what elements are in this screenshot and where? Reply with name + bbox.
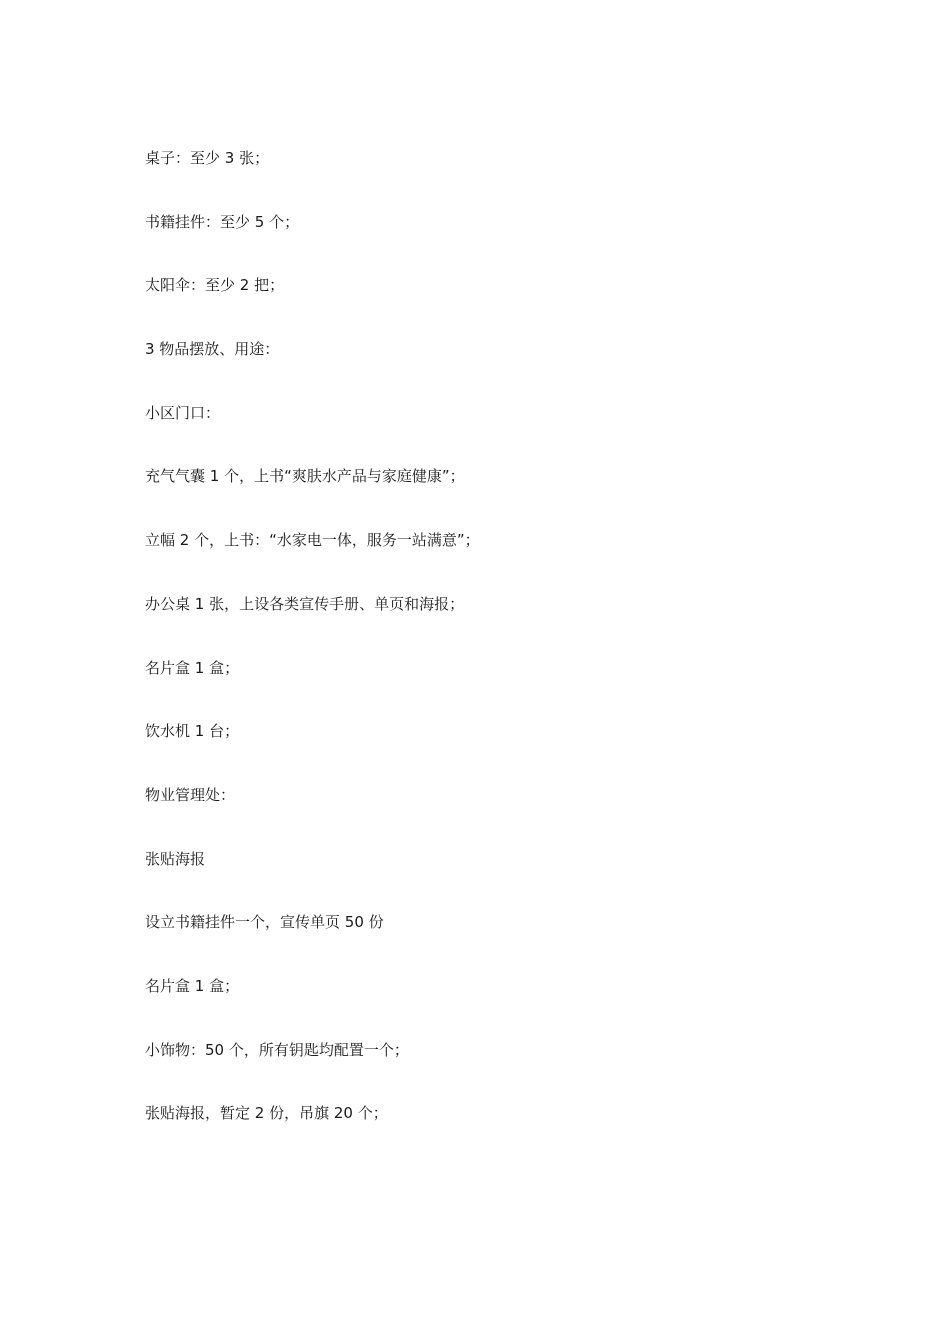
text-line: 设立书籍挂件一个，宣传单页 50 份 [145,913,384,932]
subsection-heading: 物业管理处： [145,785,236,804]
text-line: 充气气囊 1 个，上书“爽肤水产品与家庭健康”； [145,467,465,486]
text-line: 小饰物：50 个，所有钥匙均配置一个； [145,1040,409,1059]
text-line: 张贴海报 [145,849,206,868]
document-body [145,147,905,1166]
text-line: 书籍挂件：至少 5 个； [145,212,300,231]
text-line: 办公桌 1 张，上设各类宣传手册、单页和海报； [145,594,465,613]
text-line: 名片盒 1 盒； [145,976,240,995]
text-line: 饮水机 1 台； [145,722,240,741]
text-line: 名片盒 1 盒； [145,658,240,677]
section-heading: 3 物品摆放、用途： [145,340,280,359]
text-line: 太阳伞：至少 2 把； [145,276,285,295]
text-line: 桌子：至少 3 张； [145,149,270,167]
text-line: 张贴海报，暂定 2 份，吊旗 20 个； [145,1104,388,1123]
text-line: 立幅 2 个，上书：“水家电一体，服务一站满意”； [145,531,480,550]
subsection-heading: 小区门口： [145,403,221,422]
